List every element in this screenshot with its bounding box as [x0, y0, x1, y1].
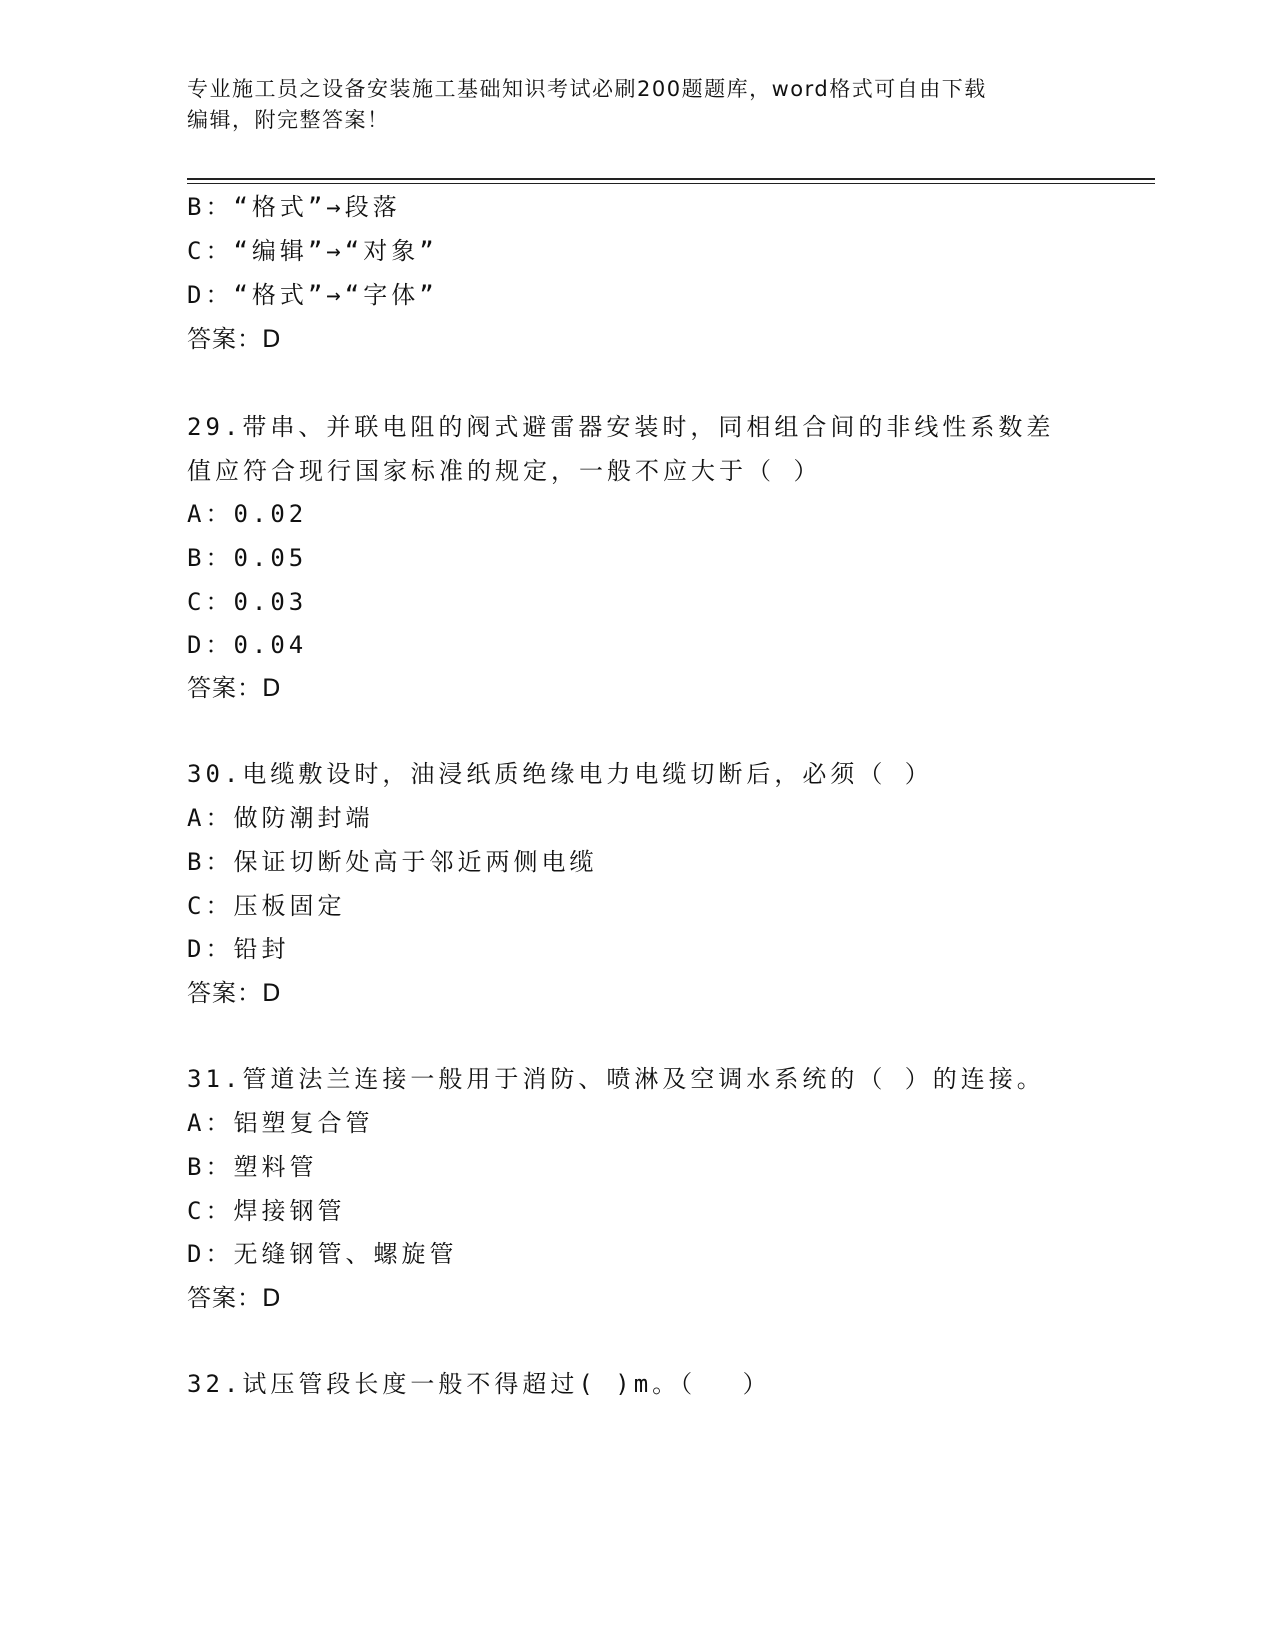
q30-stem: 30.电缆敷设时，油浸纸质绝缘电力电缆切断后，必须（ ） [187, 760, 933, 788]
document-header [187, 74, 1067, 136]
q29-option-d: D：0.04 [187, 631, 308, 659]
header-line-2: 编辑，附完整答案！ [187, 108, 390, 132]
q31-option-d: D：无缝钢管、螺旋管 [187, 1240, 458, 1268]
q30-option-c: C：压板固定 [187, 892, 346, 920]
q29-option-a: A：0.02 [187, 500, 308, 528]
q31-option-a: A：铝塑复合管 [187, 1109, 374, 1137]
prev-option-c: C：“编辑”→“对象” [187, 237, 438, 265]
q31-option-c: C：焊接钢管 [187, 1197, 346, 1225]
q32-stem: 32.试压管段长度一般不得超过( )m。（ ） [187, 1370, 771, 1398]
q29-stem-line-1: 29.带串、并联电阻的阀式避雷器安装时，同相组合间的非线性系数差 [187, 413, 1055, 441]
q30-option-d: D：铅封 [187, 935, 290, 963]
prev-option-d: D：“格式”→“字体” [187, 281, 438, 309]
header-line-1: 专业施工员之设备安装施工基础知识考试必刷200题题库，word格式可自由下载 [187, 77, 987, 101]
prev-answer: 答案：D [187, 325, 282, 353]
q31-option-b: B：塑料管 [187, 1153, 318, 1181]
q29-answer: 答案：D [187, 674, 282, 702]
q30-option-b: B：保证切断处高于邻近两侧电缆 [187, 848, 598, 876]
q30-option-a: A：做防潮封端 [187, 804, 374, 832]
q29-option-b: B：0.05 [187, 544, 308, 572]
header-divider-bottom [187, 183, 1155, 184]
q29-stem-line-2: 值应符合现行国家标准的规定，一般不应大于（ ） [187, 457, 822, 485]
q29-option-c: C：0.03 [187, 588, 308, 616]
q31-answer: 答案：D [187, 1284, 282, 1312]
header-divider-top [187, 178, 1155, 180]
q30-answer: 答案：D [187, 979, 282, 1007]
q31-stem: 31.管道法兰连接一般用于消防、喷淋及空调水系统的（ ）的连接。 [187, 1065, 1045, 1093]
prev-option-b: B：“格式”→段落 [187, 193, 401, 221]
